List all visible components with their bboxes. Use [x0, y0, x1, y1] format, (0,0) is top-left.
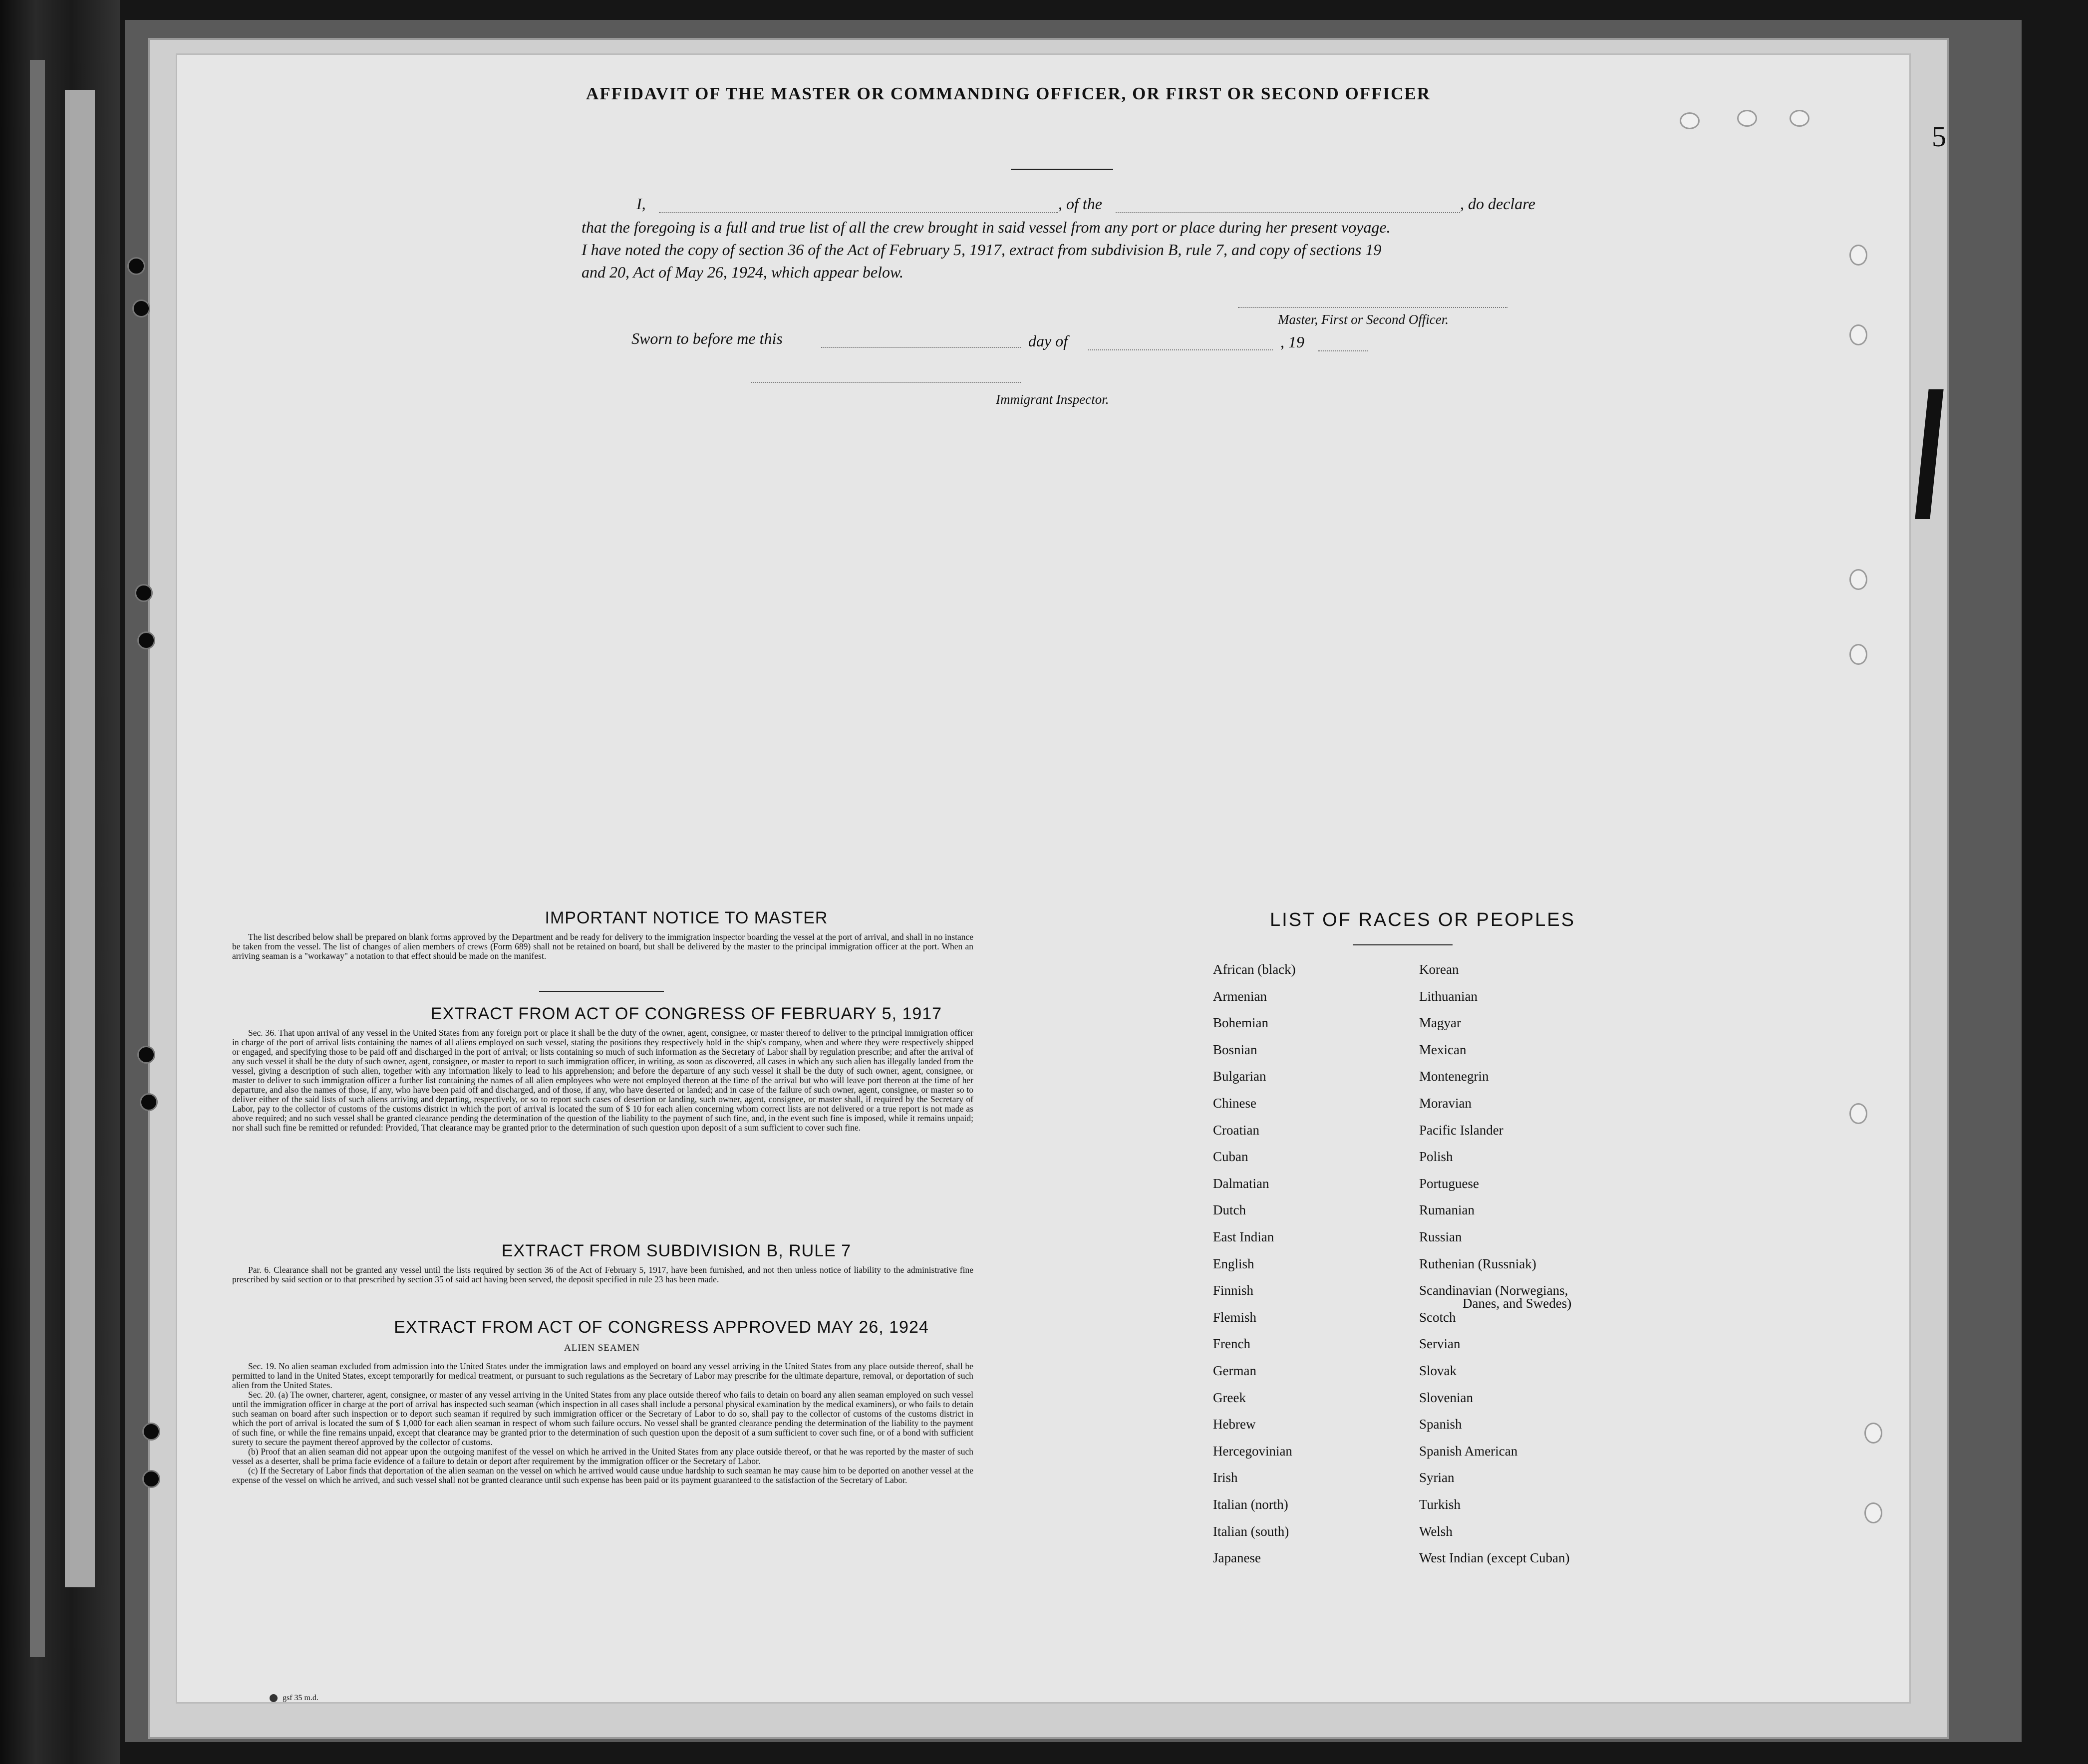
- section-20c-paragraph: (c) If the Secretary of Labor finds that deportation of the alien seaman on the vessel on which he arrived would cause undue hardship to such seaman he may cause him to be deported on another vessel at the expense of the vessel on which he arrived, and such vessel shall not be granted clearance until such expense has been paid or its payment guaranteed to the satisfaction of the Secretary of Labor.: [232, 1466, 973, 1485]
- right-race-item: Scotch: [1419, 1310, 1456, 1325]
- sworn-month-field[interactable]: [1088, 349, 1273, 350]
- binder-hole: [137, 631, 155, 649]
- day-of-label: day of: [1028, 332, 1068, 350]
- rule-7-heading: EXTRACT FROM SUBDIVISION B, RULE 7: [501, 1241, 852, 1260]
- extract-1924-text: [232, 1362, 973, 1485]
- right-race-item: Russian: [1419, 1229, 1462, 1244]
- page-hole: [1737, 110, 1757, 127]
- left-race-item: German: [1213, 1363, 1256, 1378]
- left-race-item: French: [1213, 1336, 1250, 1351]
- rule-7-paragraph: Par. 6. Clearance shall not be granted any vessel until the lists required by section 36 of the Act of February 5, 1917, have been furnished, and not then unless notice of liability to the administrative fine prescribed by said section or to that prescribed by section 35 of said act having been served, the deposit specified in rule 23 has been made.: [232, 1265, 973, 1284]
- left-race-item: Flemish: [1213, 1310, 1257, 1325]
- page-hole: [1864, 1423, 1882, 1444]
- alien-seamen-subheading: ALIEN SEAMEN: [564, 1343, 640, 1353]
- left-race-item: Finnish: [1213, 1283, 1254, 1298]
- page-hole: [1849, 245, 1867, 266]
- rule-7-text: [232, 1265, 973, 1284]
- right-race-item: Servian: [1419, 1336, 1461, 1351]
- affidavit-line-4: and 20, Act of May 26, 1924, which appear below.: [582, 263, 903, 281]
- binder-hole: [127, 257, 145, 275]
- races-heading: LIST OF RACES OR PEOPLES: [1270, 909, 1575, 930]
- right-race-item: Turkish: [1419, 1497, 1461, 1512]
- binder-hole: [135, 584, 153, 602]
- print-mark: [270, 1694, 318, 1703]
- left-race-item: Hercegovinian: [1213, 1444, 1292, 1459]
- year-label: , 19: [1280, 333, 1304, 351]
- binder-hole: [140, 1093, 158, 1111]
- right-race-item: Ruthenian (Russniak): [1419, 1256, 1536, 1271]
- binder-strip: [65, 90, 95, 1587]
- left-race-item: Chinese: [1213, 1096, 1256, 1111]
- right-race-item: Pacific Islander: [1419, 1123, 1503, 1138]
- left-race-item: Dutch: [1213, 1202, 1246, 1217]
- races-underline: [1353, 944, 1453, 945]
- master-label: Master, First or Second Officer.: [1278, 312, 1449, 327]
- section-19-paragraph: Sec. 19. No alien seaman excluded from admission into the United States under the immigration laws and employed on board any vessel arriving in the United States from any place outside thereof, shall be permitted to land in the United States, except temporarily for medical treatment, or pursuant to such regulations as the Secretary of Labor may prescribe for the ultimate departure, removal, or deportation of such alien from the United States.: [232, 1361, 973, 1390]
- page-hole: [1849, 324, 1867, 345]
- right-race-item: Polish: [1419, 1149, 1453, 1164]
- right-race-item: Rumanian: [1419, 1202, 1475, 1217]
- right-race-item: Magyar: [1419, 1015, 1461, 1030]
- page-hole: [1864, 1502, 1882, 1523]
- binder-edge: [0, 0, 120, 1764]
- affidavit-line-2: that the foregoing is a full and true list of all the crew brought in said vessel from any port or place during her present voyage.: [582, 218, 1391, 236]
- left-race-item: Bosnian: [1213, 1042, 1257, 1057]
- right-race-item: Portuguese: [1419, 1176, 1479, 1191]
- print-mark-text: gsf 35 m.d.: [283, 1694, 318, 1702]
- binder-hole: [132, 299, 150, 317]
- right-race-item: Spanish: [1419, 1417, 1462, 1432]
- right-race-item: Montenegrin: [1419, 1069, 1489, 1084]
- left-race-item: Irish: [1213, 1470, 1238, 1485]
- right-race-item: Korean: [1419, 962, 1459, 977]
- section-36-paragraph: Sec. 36. That upon arrival of any vessel in the United States from any foreign port or place it shall be the duty of the owner, agent, consignee, or master thereof to deliver to the principal immigration officer in charge of the port of arrival lists containing the names of all aliens employed on such vessel, stating the positions they respectively hold in the ship's company, when and where they were respectively shipped or engaged, and specifying those to be paid off and discharged in the port of arrival; or lists containing so much of such information as the Secretary of Labor shall by regulation prescribe; and after the arrival of any such vessel it shall be the duty of such owner, agent, consignee, or master to report to such immigration officer, in writing, as soon as discovered, all cases in which any such alien has illegally landed from the vessel, giving a description of such alien, together with any information likely to lead to his apprehension; and before the departure of any such vessel it shall be the duty of such owner, agent, consignee, or master to deliver to such immigration officer a further list containing the names of all alien employees who were not employed thereon at the time of the arrival but who will leave port thereon at the time of her departure, and also the names of those, if any, who have been paid off and discharged, and of those, if any, who have deserted or landed; and in case of the failure of such owner, agent, consignee, or master so to deliver either of the said lists of such aliens arriving and departing, respectively, or so to report such cases of desertion or landing, such owner, agent, consignee, or master shall, if required by the Secretary of Labor, pay to the collector of customs of the customs district in which the port of arrival is located the sum of $ 10 for each alien concerning whom correct lists are not delivered or a true report is not made as above required; and no such vessel shall be granted clearance pending the determination of the question of the liability to the payment of such fine, and, in the event such fine is imposed, while it remains unpaid; nor shall such fine be remitted or refunded: Provided, That clearance may be granted prior to the determination of such question upon deposit of a sum sufficient to cover such fine.: [232, 1028, 973, 1133]
- left-race-item: Bulgarian: [1213, 1069, 1266, 1084]
- section-20a-paragraph: Sec. 20. (a) The owner, charterer, agent, consignee, or master of any vessel arriving in the United States from any place outside thereof who fails to detain on board any alien seaman employed on such vessel until the immigration officer in charge at the port of arrival has inspected such seaman (which inspection in all cases shall include a personal physical examination by the medical examiners), or who fails to detain such seaman on board after such inspection or to deport such seaman if required by such immigration officer or the Secretary of Labor to do so, shall pay to the collector of customs of the customs district in which the port of arrival is located the sum of $ 1,000 for each alien seaman in respect of whom such failure occurs. No vessel shall be granted clearance pending the determination of the liability to the payment of such fine, or while the fine remains unpaid, except that clearance may be granted prior to the determination of such question upon the deposit of a sum sufficient to cover such fine, or of a bond with sufficient surety to secure the payment thereof approved by the collector of customs.: [232, 1390, 973, 1447]
- title-underline: [1011, 169, 1113, 170]
- binder-hole: [137, 1046, 155, 1064]
- affidavit-i-label: I,: [636, 195, 646, 213]
- right-race-item: West Indian (except Cuban): [1419, 1550, 1570, 1565]
- right-race-item: Spanish American: [1419, 1444, 1518, 1459]
- inspector-label: Immigrant Inspector.: [996, 392, 1109, 407]
- notice-heading: IMPORTANT NOTICE TO MASTER: [545, 908, 828, 927]
- affidavit-do-declare: , do declare: [1460, 195, 1535, 213]
- sworn-year-field[interactable]: [1318, 350, 1368, 351]
- page-hole: [1849, 569, 1867, 590]
- notice-text: [232, 932, 973, 961]
- master-signature-field[interactable]: [1238, 307, 1507, 308]
- left-race-item: Bohemian: [1213, 1015, 1268, 1030]
- left-race-item: Italian (north): [1213, 1497, 1288, 1512]
- union-bug-icon: [270, 1694, 278, 1702]
- extract-1924-heading: EXTRACT FROM ACT OF CONGRESS APPROVED MAY 26, 1924: [394, 1318, 929, 1337]
- extract-1917-heading: EXTRACT FROM ACT OF CONGRESS OF FEBRUARY 5, 1917: [430, 1004, 942, 1023]
- section-20b-paragraph: (b) Proof that an alien seaman did not appear upon the outgoing manifest of the vessel on which he arrived in the United States from any place outside thereof, or that he was reported by the master of such vessel as a deserter, shall be prima facie evidence of a failure to detain or deport after requirement by the immigration officer or the Secretary of Labor.: [232, 1447, 973, 1466]
- right-race-item: Slovak: [1419, 1363, 1457, 1378]
- right-race-item: Scandinavian (Norwegians,: [1419, 1283, 1568, 1298]
- notice-paragraph: The list described below shall be prepared on blank forms approved by the Department and be ready for delivery to the immigration inspector boarding the vessel at the port of arrival, and shall in no instance be taken from the vessel. The list of changes of alien members of crews (Form 689) shall not be retained on board, but shall be delivered by the master to the principal immigration officer at the port. When an arriving seaman is a "workaway" a notation to that effect should be made on the manifest.: [232, 932, 973, 961]
- left-race-item: English: [1213, 1256, 1254, 1271]
- inspector-signature-field[interactable]: [751, 382, 1021, 383]
- race-continuation: Danes, and Swedes): [1463, 1296, 1572, 1311]
- page-hole: [1849, 644, 1867, 665]
- sworn-day-field[interactable]: [821, 347, 1021, 348]
- extract-1917-text: [232, 1028, 973, 1133]
- left-race-item: Croatian: [1213, 1123, 1259, 1138]
- left-race-item: Japanese: [1213, 1550, 1261, 1565]
- vessel-field[interactable]: [1116, 212, 1460, 213]
- right-race-item: Lithuanian: [1419, 989, 1478, 1004]
- binder-strip: [30, 60, 45, 1657]
- right-race-item: Welsh: [1419, 1524, 1453, 1539]
- page-hole: [1849, 1103, 1867, 1124]
- affidavit-line-3: I have noted the copy of section 36 of the Act of February 5, 1917, extract from subdivision B, rule 7, and copy of sections 19: [582, 241, 1382, 259]
- right-race-item: Moravian: [1419, 1096, 1472, 1111]
- margin-mark: 5: [1932, 120, 1946, 153]
- left-race-item: Dalmatian: [1213, 1176, 1269, 1191]
- affidavit-title: AFFIDAVIT OF THE MASTER OR COMMANDING OFFICER, OR FIRST OR SECOND OFFICER: [586, 84, 1431, 103]
- sworn-label: Sworn to before me this: [631, 329, 783, 347]
- right-race-item: Slovenian: [1419, 1390, 1473, 1405]
- left-race-item: Hebrew: [1213, 1417, 1256, 1432]
- name-field[interactable]: [659, 212, 1058, 213]
- section-divider: [539, 991, 664, 992]
- page-hole: [1790, 110, 1809, 127]
- affidavit-of-the: , of the: [1058, 195, 1102, 213]
- binder-hole: [142, 1423, 160, 1441]
- left-race-item: East Indian: [1213, 1229, 1274, 1244]
- right-race-item: Mexican: [1419, 1042, 1467, 1057]
- left-race-item: Armenian: [1213, 989, 1267, 1004]
- left-race-item: Greek: [1213, 1390, 1246, 1405]
- left-race-item: Cuban: [1213, 1149, 1248, 1164]
- binder-hole: [142, 1470, 160, 1488]
- page-hole: [1680, 112, 1700, 129]
- right-race-item: Syrian: [1419, 1470, 1455, 1485]
- left-race-item: Italian (south): [1213, 1524, 1289, 1539]
- left-race-item: African (black): [1213, 962, 1296, 977]
